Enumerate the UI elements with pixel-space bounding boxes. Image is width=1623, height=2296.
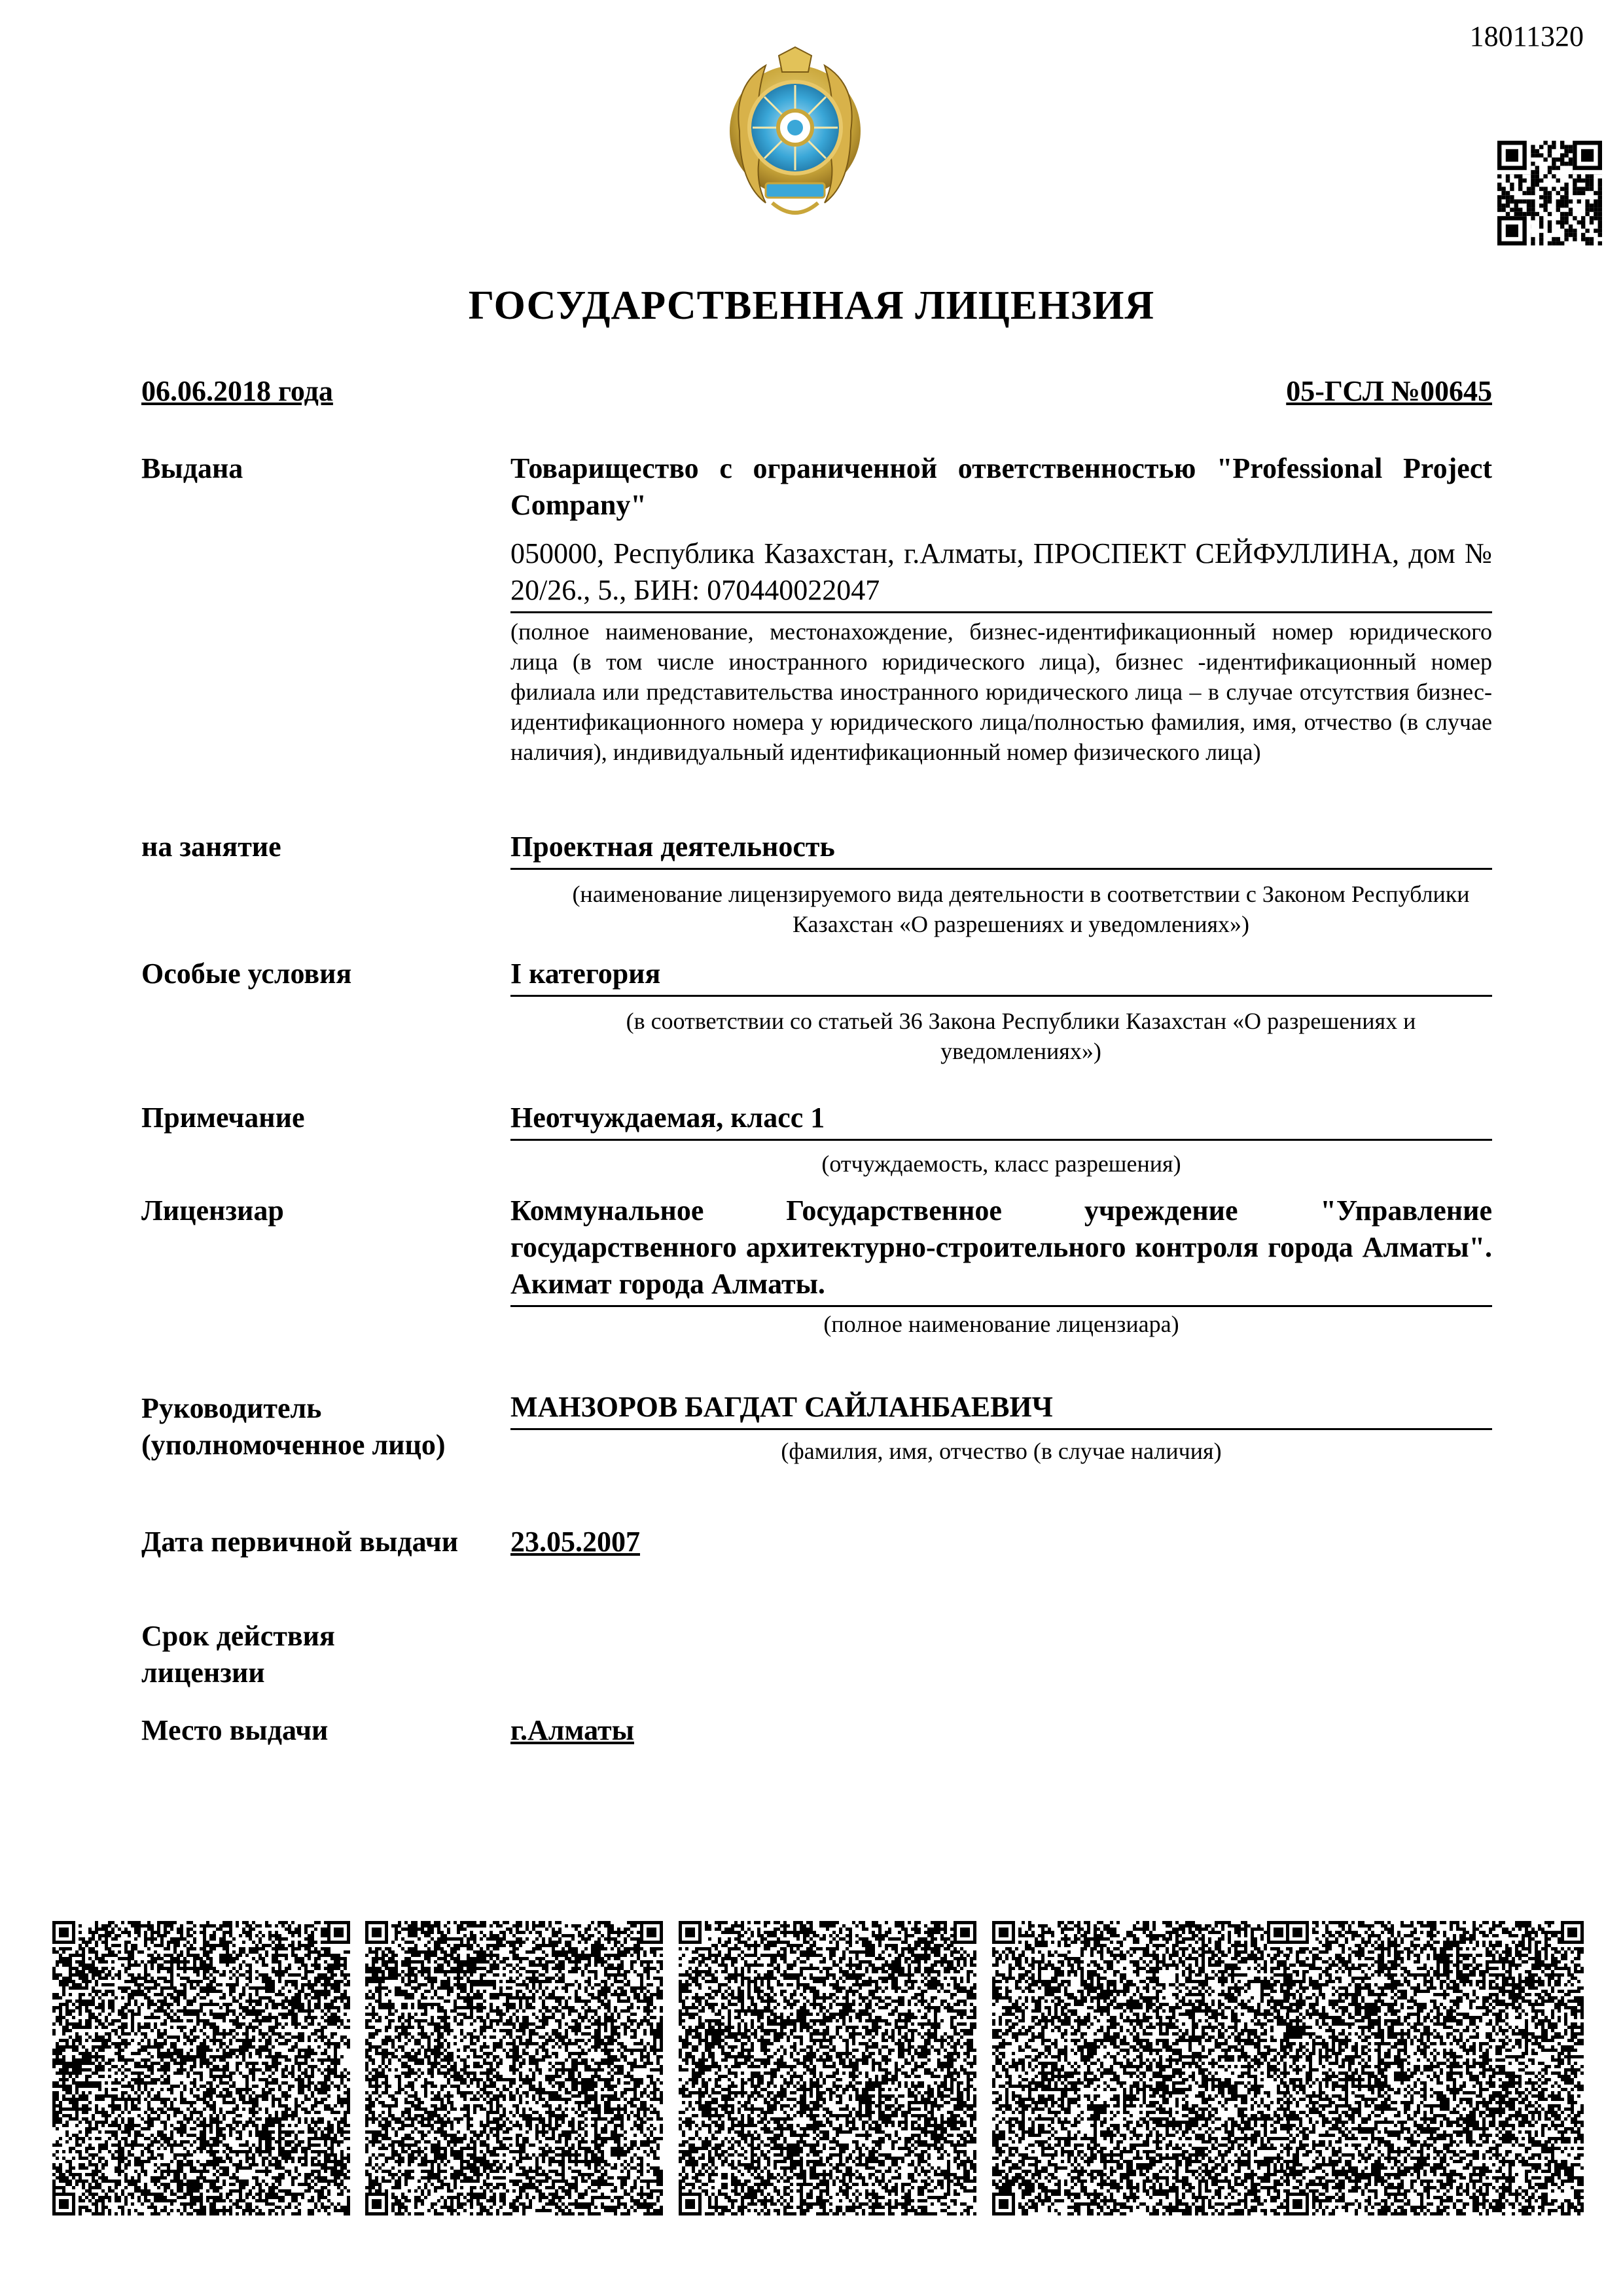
issued-to-note: (полное наименование, местонахождение, бизнес-идентификационный номер юридического лица (в том числе иностранного юридического лица), бизнес -идентификационный номер филиала или представительства иностранного юридического лица – в случае отсутствия бизнес-идентификационного номера у юридического лица/полностью фамилия, имя, отчество (в случае наличия), индивидуальный идентификационный номер физического лица) — [510, 617, 1492, 767]
issued-to-address: 050000, Республика Казахстан, г.Алматы, ПРОСПЕКТ СЕЙФУЛЛИНА, дом № 20/26., 5., БИН: 070440022047 — [510, 535, 1492, 613]
licensor-value: Коммунальное Государственное учреждение "Управление государственного архитектурно-строительного контроля города Алматы". Акимат города Алматы. — [510, 1193, 1492, 1307]
head-note: (фамилия, имя, отчество (в случае наличия) — [510, 1436, 1492, 1466]
validity-label-line2: лицензии — [141, 1655, 335, 1691]
validity-label — [141, 1618, 335, 1691]
state-emblem-icon — [726, 46, 864, 223]
head-label-line2: (уполномоченное лицо) — [141, 1427, 446, 1463]
remark-note: (отчуждаемость, класс разрешения) — [510, 1149, 1492, 1179]
qr-code-row — [52, 1921, 1584, 2215]
place-label: Место выдачи — [141, 1712, 328, 1749]
qr-code-icon — [1286, 1921, 1584, 2215]
first-issue-date: 23.05.2007 — [510, 1526, 640, 1558]
place-city: г.Алматы — [510, 1714, 634, 1746]
head-label — [141, 1390, 446, 1463]
remark-value: Неотчуждаемая, класс 1 — [510, 1100, 1492, 1141]
place-value — [510, 1712, 1492, 1749]
qr-code-icon — [1497, 141, 1602, 245]
license-number: 05-ГСЛ №00645 — [1286, 374, 1492, 408]
qr-code-icon — [992, 1921, 1290, 2215]
qr-code-icon — [679, 1921, 976, 2215]
qr-code-icon — [52, 1921, 350, 2215]
activity-value: Проектная деятельность — [510, 829, 1492, 870]
special-conditions-value: I категория — [510, 956, 1492, 997]
first-issue-label: Дата первичной выдачи — [141, 1524, 458, 1560]
activity-label: на занятие — [141, 829, 281, 865]
head-label-line1: Руководитель — [141, 1390, 446, 1427]
issue-date: 06.06.2018 года — [141, 374, 333, 408]
issued-to-name: Товарищество с ограниченной ответственностью "Professional Project Company" — [510, 450, 1492, 524]
document-number: 18011320 — [1470, 20, 1584, 53]
remark-label: Примечание — [141, 1100, 305, 1136]
activity-note: (наименование лицензируемого вида деятельности в соответствии с Законом Республики Казахстан «О разрешениях и уведомлениях») — [563, 879, 1479, 939]
licensor-note: (полное наименование лицензиара) — [510, 1309, 1492, 1339]
document-title: ГОСУДАРСТВЕННАЯ ЛИЦЕНЗИЯ — [0, 283, 1623, 329]
qr-code-icon — [365, 1921, 663, 2215]
special-conditions-note: (в соответствии со статьей 36 Закона Республики Казахстан «О разрешениях и уведомлениях») — [563, 1006, 1479, 1066]
first-issue-value — [510, 1524, 1492, 1560]
licensor-label: Лицензиар — [141, 1193, 284, 1229]
head-value: МАНЗОРОВ БАГДАТ САЙЛАНБАЕВИЧ — [510, 1389, 1492, 1430]
issued-to-label: Выдана — [141, 450, 243, 487]
special-conditions-label: Особые условия — [141, 956, 351, 992]
validity-label-line1: Срок действия — [141, 1618, 335, 1655]
